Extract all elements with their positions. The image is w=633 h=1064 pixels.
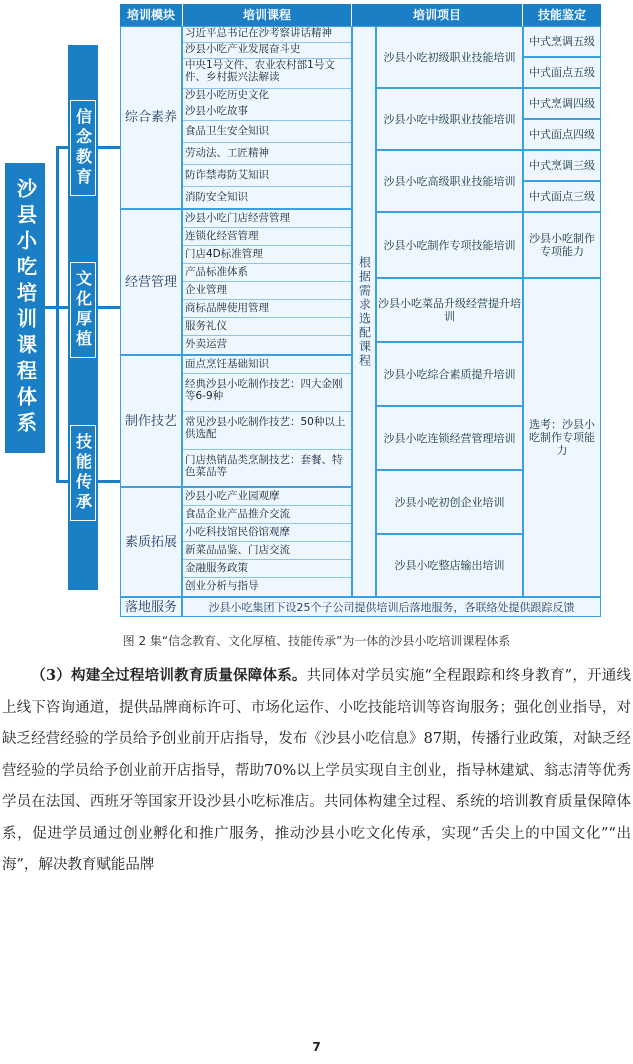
project-label: 沙县小吃菜品升级经营提升培训 [378, 297, 521, 323]
connector [56, 146, 59, 481]
connector [56, 306, 68, 309]
course-item: 企业管理 [183, 282, 351, 300]
pillar-2-label: 文化厚植 [73, 270, 93, 350]
module-3 [120, 355, 182, 487]
course-item: 食品卫生安全知识 [183, 121, 351, 143]
module-1 [120, 26, 182, 209]
pillar-3-label: 技能传承 [73, 433, 93, 513]
paragraph-heading: （3）构建全过程培训教育质量保障体系。 [31, 667, 307, 684]
course-group-3 [182, 355, 352, 487]
connector [98, 480, 120, 483]
project-6 [376, 342, 523, 406]
course-item: 经典沙县小吃制作技艺：四大金刚等6-9种 [183, 374, 351, 412]
project-5 [376, 278, 523, 342]
header-module [120, 4, 182, 26]
root-box [5, 163, 45, 453]
skill-2 [523, 57, 601, 88]
project-label: 沙县小吃高级职业技能培训 [383, 174, 516, 188]
header-course-label: 培训课程 [242, 7, 291, 22]
skill-label: 中式烹调五级 [529, 35, 595, 48]
project-label: 沙县小吃制作专项技能培训 [383, 238, 516, 252]
skill-label: 中式烹调四级 [529, 97, 595, 110]
connector [98, 306, 120, 309]
course-item: 创业分析与指导 [185, 580, 259, 592]
module-4-label: 素质拓展 [124, 534, 177, 550]
project-1 [376, 26, 523, 88]
connector [56, 480, 68, 483]
skill-1 [523, 26, 601, 57]
project-label: 沙县小吃初创企业培训 [394, 495, 505, 509]
figure-caption: 图 2 集“信念教育、文化厚植、技能传承”为一体的沙县小吃培训课程体系 [122, 634, 511, 648]
skill-label: 沙县小吃制作专项能力 [529, 232, 595, 258]
project-label: 沙县小吃连锁经营管理培训 [383, 431, 516, 445]
header-project-label: 培训项目 [412, 7, 461, 22]
course-item: 新菜品品鉴、门店交流 [183, 542, 351, 560]
course-item: 沙县小吃门店经营管理 [183, 210, 351, 228]
course-item: 面点烹饪基础知识 [183, 356, 351, 374]
course-item: 沙县小吃产业园观摩 [183, 488, 351, 506]
skill-label: 选考：沙县小吃制作专项能力 [529, 418, 595, 457]
root-label: 沙县小吃培训课程体系 [13, 178, 38, 438]
skill-label: 中式面点四级 [529, 128, 595, 141]
skill-label: 中式烹调三级 [529, 159, 595, 172]
header-skill-label: 技能鉴定 [537, 7, 586, 22]
landing-text [182, 597, 601, 617]
skill-8 [523, 278, 601, 597]
course-item: 消防安全知识 [185, 191, 248, 203]
skill-3 [523, 88, 601, 119]
module-1-label: 综合素养 [124, 110, 177, 125]
course-item: 沙县小吃产业发展奋斗史 [183, 43, 351, 59]
header-skill [523, 4, 601, 26]
course-item: 产品标准体系 [183, 264, 351, 282]
course-item: 习近平总书记在沙考察讲话精神 [183, 27, 351, 43]
page-number: 7 [312, 1040, 321, 1054]
project-9 [376, 534, 523, 597]
course-item: 金融服务政策 [183, 560, 351, 578]
landing-label [120, 597, 182, 617]
course-item: 连锁化经营管理 [183, 228, 351, 246]
course-item: 劳动法、工匠精神 [183, 143, 351, 165]
skill-4 [523, 119, 601, 150]
paragraph-text: 共同体对学员实施“全程跟踪和终身教育”，开通线上线下咨询通道，提供品牌商标许可、市场化运作、小吃技能培训等咨询服务；强化创业指导，对缺乏经营经验的学员给予创业前开店指导，发布《沙县小吃信息》87期，传播行业政策，对缺乏经营经验的学员给予创业前开店指导，帮助70%以上学员实现自主创业，指导林建斌、翁志清等优秀学员在法国、西班牙等国家开设沙县小吃标准店。共同体构建全过程、系统的培训教育质量保障体系，促进学员通过创业孵化和推广服务，推动沙县小吃文化传承，实现“舌尖上的中国文化”“出海”，解决教育赋能品牌 [2, 668, 631, 873]
course-group-2 [182, 209, 352, 355]
course-item: 商标品牌使用管理 [183, 300, 351, 318]
header-module-label: 培训模块 [126, 7, 175, 22]
project-label: 沙县小吃整店输出培训 [394, 559, 505, 572]
pillar-3 [70, 425, 96, 521]
landing-text-value: 沙县小吃集团下设25个子公司提供培训后落地服务，各联络处提供跟踪反馈 [208, 600, 575, 614]
course-item: 沙县小吃历史文化 [185, 89, 269, 101]
connector [56, 146, 68, 149]
skill-6 [523, 181, 601, 212]
pillar-1 [70, 100, 96, 196]
project-3 [376, 150, 523, 212]
skill-label: 中式面点三级 [529, 190, 595, 203]
pillar-2 [70, 262, 96, 358]
project-4 [376, 212, 523, 278]
connector [98, 146, 120, 149]
landing-label-text: 落地服务 [124, 599, 177, 615]
middle-note [352, 26, 376, 597]
course-item: 小吃科技馆民俗馆观摩 [183, 524, 351, 542]
middle-note-label: 根据需求选配课程 [357, 255, 372, 368]
module-2 [120, 209, 182, 355]
header-project [352, 4, 522, 26]
module-3-label: 制作技艺 [124, 413, 177, 429]
module-2-label: 经营管理 [124, 274, 177, 290]
project-7 [376, 406, 523, 470]
course-item: 食品企业产品推介交流 [183, 506, 351, 524]
course-item: 中央1号文件、农业农村部1号文件、乡村振兴法解读 [183, 59, 351, 89]
skill-label: 中式面点五级 [529, 66, 595, 79]
pillar-1-label: 信念教育 [73, 108, 93, 188]
header-course [183, 4, 351, 26]
project-label: 沙县小吃初级职业技能培训 [383, 50, 516, 64]
project-label: 沙县小吃综合素质提升培训 [383, 367, 516, 381]
course-item: 门店4D标准管理 [183, 246, 351, 264]
course-group-1 [182, 26, 352, 209]
course-group-4 [182, 487, 352, 597]
body-paragraph [2, 660, 631, 882]
course-item: 沙县小吃故事 [183, 105, 351, 121]
course-item: 门店热销品类烹制技艺：套餐、特色菜品等 [185, 454, 343, 478]
course-item: 常见沙县小吃制作技艺：50种以上供选配 [183, 412, 351, 450]
course-item: 外卖运营 [185, 338, 227, 350]
skill-7 [523, 212, 601, 278]
project-8 [376, 470, 523, 534]
course-item: 服务礼仪 [183, 318, 351, 336]
module-4 [120, 487, 182, 597]
project-2 [376, 88, 523, 150]
course-item: 防诈禁毒防艾知识 [183, 165, 351, 187]
skill-5 [523, 150, 601, 181]
project-label: 沙县小吃中级职业技能培训 [383, 112, 516, 126]
